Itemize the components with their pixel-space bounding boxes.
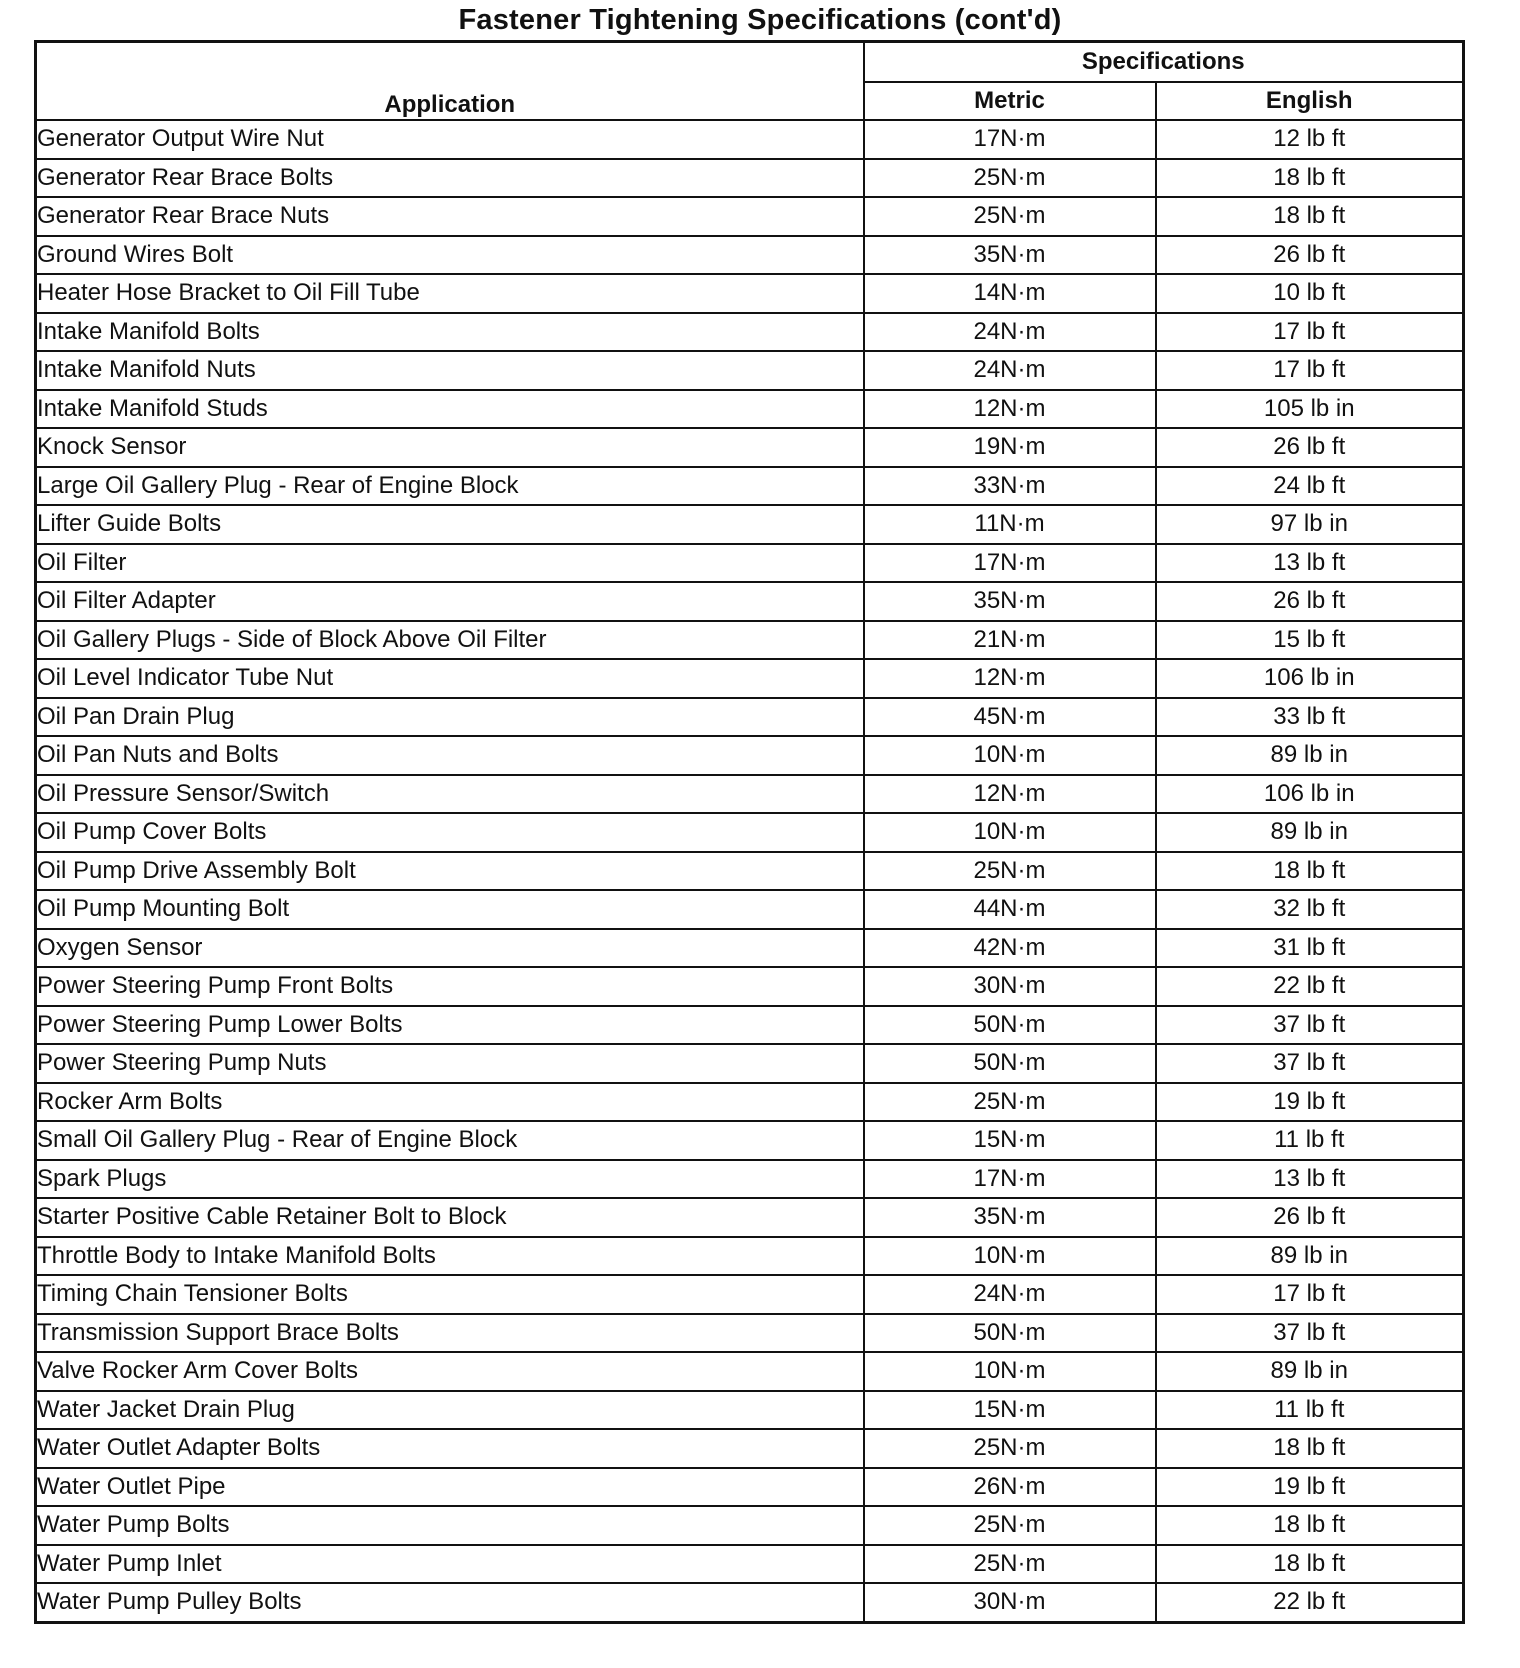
metric-cell: 11N·m xyxy=(864,505,1156,544)
application-cell: Generator Rear Brace Bolts xyxy=(36,159,864,198)
application-cell: Ground Wires Bolt xyxy=(36,236,864,275)
table-row xyxy=(36,1468,1464,1507)
application-cell: Water Pump Pulley Bolts xyxy=(36,1583,864,1622)
english-cell: 33 lb ft xyxy=(1156,698,1464,737)
application-cell: Transmission Support Brace Bolts xyxy=(36,1314,864,1353)
application-cell: Valve Rocker Arm Cover Bolts xyxy=(36,1352,864,1391)
application-cell: Generator Rear Brace Nuts xyxy=(36,197,864,236)
table-row xyxy=(36,659,1464,698)
english-cell: 106 lb in xyxy=(1156,659,1464,698)
application-cell: Oil Filter xyxy=(36,544,864,583)
english-cell: 89 lb in xyxy=(1156,736,1464,775)
metric-cell: 24N·m xyxy=(864,351,1156,390)
english-cell: 89 lb in xyxy=(1156,1352,1464,1391)
application-cell: Intake Manifold Nuts xyxy=(36,351,864,390)
table-row xyxy=(36,1044,1464,1083)
metric-cell: 25N·m xyxy=(864,197,1156,236)
application-cell: Intake Manifold Studs xyxy=(36,390,864,429)
metric-cell: 24N·m xyxy=(864,313,1156,352)
english-cell: 26 lb ft xyxy=(1156,1198,1464,1237)
table-row xyxy=(36,313,1464,352)
english-cell: 12 lb ft xyxy=(1156,120,1464,159)
metric-cell: 50N·m xyxy=(864,1044,1156,1083)
english-cell: 18 lb ft xyxy=(1156,1545,1464,1584)
metric-cell: 17N·m xyxy=(864,544,1156,583)
application-cell: Oil Pressure Sensor/Switch xyxy=(36,775,864,814)
table-row xyxy=(36,775,1464,814)
application-cell: Generator Output Wire Nut xyxy=(36,120,864,159)
application-cell: Rocker Arm Bolts xyxy=(36,1083,864,1122)
metric-cell: 35N·m xyxy=(864,1198,1156,1237)
application-cell: Oil Pan Drain Plug xyxy=(36,698,864,737)
metric-cell: 12N·m xyxy=(864,390,1156,429)
metric-cell: 19N·m xyxy=(864,428,1156,467)
english-cell: 31 lb ft xyxy=(1156,929,1464,968)
table-row xyxy=(36,1121,1464,1160)
column-header-specifications: Specifications xyxy=(864,42,1464,83)
application-cell: Oil Gallery Plugs - Side of Block Above Oil Filter xyxy=(36,621,864,660)
application-cell: Heater Hose Bracket to Oil Fill Tube xyxy=(36,274,864,313)
metric-cell: 25N·m xyxy=(864,1545,1156,1584)
table-row xyxy=(36,852,1464,891)
metric-cell: 50N·m xyxy=(864,1006,1156,1045)
application-cell: Power Steering Pump Lower Bolts xyxy=(36,1006,864,1045)
english-cell: 22 lb ft xyxy=(1156,967,1464,1006)
table-row xyxy=(36,544,1464,583)
english-cell: 15 lb ft xyxy=(1156,621,1464,660)
table-header xyxy=(36,42,1464,121)
table-row xyxy=(36,1275,1464,1314)
metric-cell: 35N·m xyxy=(864,236,1156,275)
application-cell: Water Outlet Adapter Bolts xyxy=(36,1429,864,1468)
table-row xyxy=(36,698,1464,737)
metric-cell: 35N·m xyxy=(864,582,1156,621)
metric-cell: 25N·m xyxy=(864,1506,1156,1545)
table-body xyxy=(36,120,1464,1622)
application-cell: Oil Pan Nuts and Bolts xyxy=(36,736,864,775)
page-title: Fastener Tightening Specifications (cont'd) xyxy=(458,4,1062,36)
table-row xyxy=(36,621,1464,660)
english-cell: 19 lb ft xyxy=(1156,1083,1464,1122)
application-cell: Water Outlet Pipe xyxy=(36,1468,864,1507)
application-cell: Spark Plugs xyxy=(36,1160,864,1199)
table-row xyxy=(36,1545,1464,1584)
metric-cell: 30N·m xyxy=(864,1583,1156,1622)
table-row xyxy=(36,236,1464,275)
application-cell: Intake Manifold Bolts xyxy=(36,313,864,352)
table-row xyxy=(36,1583,1464,1622)
application-cell: Power Steering Pump Front Bolts xyxy=(36,967,864,1006)
metric-cell: 15N·m xyxy=(864,1121,1156,1160)
application-cell: Water Pump Inlet xyxy=(36,1545,864,1584)
table-row xyxy=(36,197,1464,236)
english-cell: 37 lb ft xyxy=(1156,1006,1464,1045)
table-row xyxy=(36,1506,1464,1545)
english-cell: 18 lb ft xyxy=(1156,852,1464,891)
english-cell: 37 lb ft xyxy=(1156,1044,1464,1083)
metric-cell: 10N·m xyxy=(864,813,1156,852)
table-row xyxy=(36,390,1464,429)
table-row xyxy=(36,929,1464,968)
metric-cell: 14N·m xyxy=(864,274,1156,313)
metric-cell: 25N·m xyxy=(864,1083,1156,1122)
metric-cell: 10N·m xyxy=(864,736,1156,775)
english-cell: 19 lb ft xyxy=(1156,1468,1464,1507)
column-header-metric: Metric xyxy=(864,82,1156,120)
metric-cell: 50N·m xyxy=(864,1314,1156,1353)
application-cell: Oil Level Indicator Tube Nut xyxy=(36,659,864,698)
metric-cell: 21N·m xyxy=(864,621,1156,660)
table-row xyxy=(36,159,1464,198)
table-row xyxy=(36,736,1464,775)
english-cell: 26 lb ft xyxy=(1156,582,1464,621)
application-cell: Oxygen Sensor xyxy=(36,929,864,968)
metric-cell: 45N·m xyxy=(864,698,1156,737)
table-row xyxy=(36,1237,1464,1276)
english-cell: 13 lb ft xyxy=(1156,544,1464,583)
metric-cell: 30N·m xyxy=(864,967,1156,1006)
metric-cell: 25N·m xyxy=(864,159,1156,198)
english-cell: 17 lb ft xyxy=(1156,351,1464,390)
english-cell: 97 lb in xyxy=(1156,505,1464,544)
metric-cell: 10N·m xyxy=(864,1352,1156,1391)
table-row xyxy=(36,1314,1464,1353)
fastener-spec-table xyxy=(34,40,1465,1624)
table-row xyxy=(36,428,1464,467)
english-cell: 24 lb ft xyxy=(1156,467,1464,506)
application-cell: Oil Pump Drive Assembly Bolt xyxy=(36,852,864,891)
english-cell: 106 lb in xyxy=(1156,775,1464,814)
english-cell: 11 lb ft xyxy=(1156,1391,1464,1430)
table-row xyxy=(36,351,1464,390)
application-cell: Oil Pump Mounting Bolt xyxy=(36,890,864,929)
column-header-english: English xyxy=(1156,82,1464,120)
english-cell: 18 lb ft xyxy=(1156,197,1464,236)
metric-cell: 33N·m xyxy=(864,467,1156,506)
english-cell: 11 lb ft xyxy=(1156,1121,1464,1160)
metric-cell: 42N·m xyxy=(864,929,1156,968)
english-cell: 26 lb ft xyxy=(1156,236,1464,275)
metric-cell: 17N·m xyxy=(864,1160,1156,1199)
table-row xyxy=(36,1160,1464,1199)
application-cell: Oil Pump Cover Bolts xyxy=(36,813,864,852)
column-header-application: Application xyxy=(36,42,864,121)
metric-cell: 12N·m xyxy=(864,659,1156,698)
table-row xyxy=(36,1391,1464,1430)
application-cell: Oil Filter Adapter xyxy=(36,582,864,621)
table-row xyxy=(36,505,1464,544)
application-cell: Lifter Guide Bolts xyxy=(36,505,864,544)
table-row xyxy=(36,1429,1464,1468)
english-cell: 37 lb ft xyxy=(1156,1314,1464,1353)
metric-cell: 25N·m xyxy=(864,1429,1156,1468)
table-row xyxy=(36,274,1464,313)
table-row xyxy=(36,813,1464,852)
table-row xyxy=(36,582,1464,621)
table-row xyxy=(36,120,1464,159)
english-cell: 89 lb in xyxy=(1156,813,1464,852)
metric-cell: 44N·m xyxy=(864,890,1156,929)
application-cell: Water Jacket Drain Plug xyxy=(36,1391,864,1430)
english-cell: 17 lb ft xyxy=(1156,1275,1464,1314)
english-cell: 18 lb ft xyxy=(1156,159,1464,198)
application-cell: Timing Chain Tensioner Bolts xyxy=(36,1275,864,1314)
english-cell: 26 lb ft xyxy=(1156,428,1464,467)
english-cell: 18 lb ft xyxy=(1156,1506,1464,1545)
application-cell: Water Pump Bolts xyxy=(36,1506,864,1545)
application-cell: Large Oil Gallery Plug - Rear of Engine Block xyxy=(36,467,864,506)
metric-cell: 15N·m xyxy=(864,1391,1156,1430)
table-row xyxy=(36,1198,1464,1237)
table-row xyxy=(36,1006,1464,1045)
table-row xyxy=(36,467,1464,506)
metric-cell: 24N·m xyxy=(864,1275,1156,1314)
english-cell: 13 lb ft xyxy=(1156,1160,1464,1199)
english-cell: 89 lb in xyxy=(1156,1237,1464,1276)
application-cell: Power Steering Pump Nuts xyxy=(36,1044,864,1083)
table-row xyxy=(36,1083,1464,1122)
english-cell: 10 lb ft xyxy=(1156,274,1464,313)
english-cell: 17 lb ft xyxy=(1156,313,1464,352)
application-cell: Knock Sensor xyxy=(36,428,864,467)
application-cell: Small Oil Gallery Plug - Rear of Engine Block xyxy=(36,1121,864,1160)
metric-cell: 12N·m xyxy=(864,775,1156,814)
application-cell: Starter Positive Cable Retainer Bolt to Block xyxy=(36,1198,864,1237)
metric-cell: 10N·m xyxy=(864,1237,1156,1276)
table-row xyxy=(36,1352,1464,1391)
metric-cell: 25N·m xyxy=(864,852,1156,891)
metric-cell: 17N·m xyxy=(864,120,1156,159)
table-row xyxy=(36,890,1464,929)
table-row xyxy=(36,967,1464,1006)
english-cell: 105 lb in xyxy=(1156,390,1464,429)
application-cell: Throttle Body to Intake Manifold Bolts xyxy=(36,1237,864,1276)
english-cell: 32 lb ft xyxy=(1156,890,1464,929)
metric-cell: 26N·m xyxy=(864,1468,1156,1507)
english-cell: 18 lb ft xyxy=(1156,1429,1464,1468)
english-cell: 22 lb ft xyxy=(1156,1583,1464,1622)
